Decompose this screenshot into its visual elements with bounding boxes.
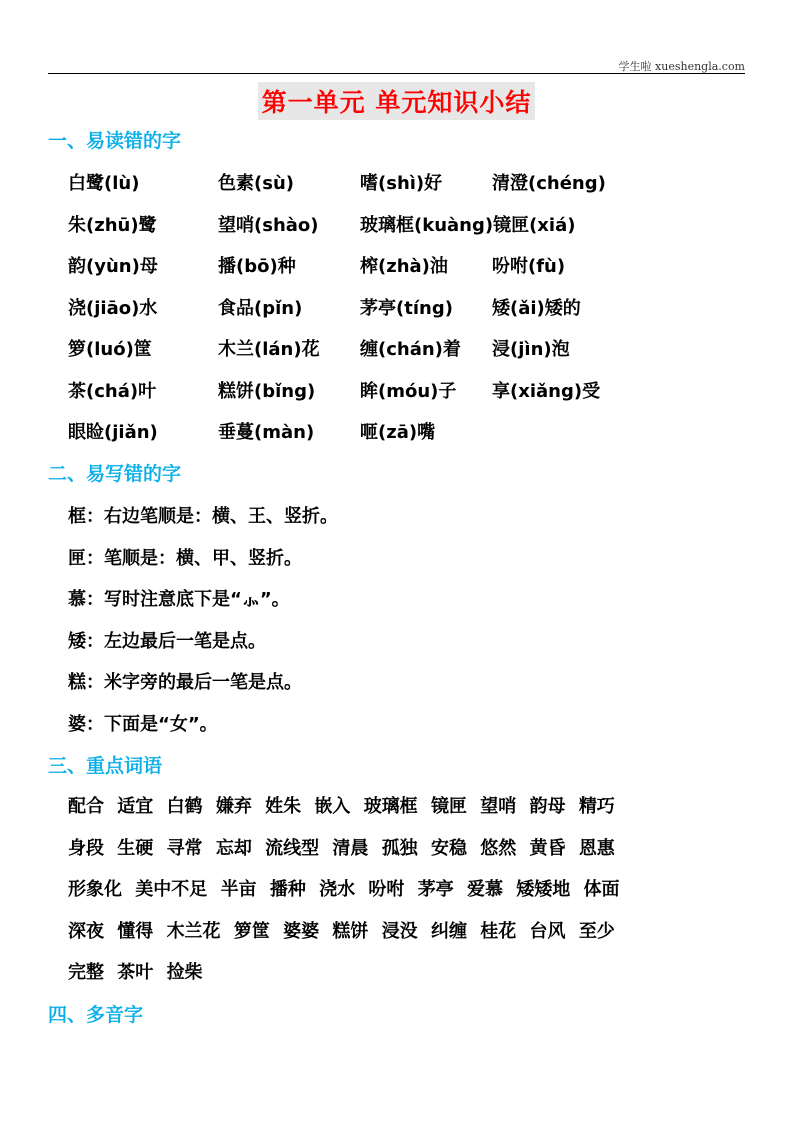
writing-note: 矮：左边最后一笔是点。 [68, 630, 266, 652]
writing-note: 糕：米字旁的最后一笔是点。 [68, 672, 302, 693]
vocab-word: 茅亭 [417, 879, 454, 900]
vocab-word: 黄昏 [529, 837, 566, 859]
vocab-word: 糕饼 [332, 920, 369, 942]
pinyin-word: 白鹭(lù) [68, 173, 140, 194]
vocab-word: 吩咐 [368, 879, 405, 900]
pinyin-word: 韵(yùn)母 [68, 256, 158, 277]
vocab-line [68, 958, 768, 1000]
section-heading-vocabulary: 三、重点词语 [48, 755, 163, 777]
pinyin-word: 矮(ǎi)矮的 [492, 297, 581, 319]
header-rule [48, 73, 745, 74]
pinyin-word: 朱(zhū)鹭 [68, 214, 157, 236]
section-heading-miswritten: 二、易写错的字 [48, 463, 182, 485]
vocab-word: 深夜 [68, 920, 104, 942]
vocab-word: 身段 [68, 837, 104, 859]
pinyin-word: 玻璃框(kuàng)镜匣(xiá) [360, 214, 576, 236]
vocab-word: 美中不足 [135, 879, 208, 900]
pinyin-grid [68, 169, 748, 460]
page-title: 第一单元 单元知识小结 [258, 82, 536, 120]
vocab-word: 木兰花 [166, 920, 221, 942]
vocab-word: 孤独 [381, 837, 418, 859]
pinyin-word: 缠(chán)着 [360, 339, 461, 360]
pinyin-row [68, 335, 748, 377]
vocab-word: 姓朱 [265, 796, 302, 817]
vocab-line [68, 875, 768, 917]
header-watermark: 学生啦 xueshengla.com [618, 60, 745, 73]
vocab-word: 体面 [583, 879, 620, 900]
pinyin-word: 茶(chá)叶 [68, 380, 157, 402]
vocab-word: 婆婆 [283, 920, 320, 942]
writing-notes [68, 502, 758, 751]
pinyin-word: 浇(jiāo)水 [68, 297, 158, 319]
vocab-word: 茶叶 [117, 962, 154, 983]
vocab-word: 矮矮地 [516, 879, 571, 900]
pinyin-row [68, 252, 748, 294]
pinyin-word: 咂(zā)嘴 [360, 422, 436, 443]
pinyin-word: 木兰(lán)花 [218, 339, 320, 360]
vocab-word: 台风 [529, 920, 566, 942]
pinyin-row [68, 211, 748, 253]
pinyin-word: 糕饼(bǐng) [218, 380, 316, 402]
vocab-word: 望哨 [480, 796, 517, 817]
pinyin-word: 享(xiǎng)受 [492, 380, 601, 402]
vocab-word: 悠然 [480, 837, 517, 859]
vocab-word: 忘却 [215, 837, 252, 859]
vocab-word: 嵌入 [314, 796, 351, 817]
vocab-word: 镜匣 [430, 796, 467, 817]
vocab-word: 生硬 [117, 837, 154, 859]
vocab-word: 嫌弃 [215, 796, 252, 817]
vocab-word: 爱慕 [466, 879, 503, 900]
vocab-word: 配合 [68, 796, 104, 817]
vocab-word: 捡柴 [166, 962, 203, 983]
title-wrap [0, 82, 793, 120]
pinyin-word: 色素(sù) [218, 173, 294, 194]
pinyin-word: 榨(zhà)油 [360, 256, 448, 277]
vocab-word: 恩惠 [578, 837, 615, 859]
pinyin-word: 浸(jìn)泡 [492, 339, 570, 360]
writing-note: 婆：下面是“女”。 [68, 713, 218, 735]
pinyin-row [68, 169, 748, 211]
writing-note: 框：右边笔顺是：横、王、竖折。 [68, 506, 338, 527]
vocab-line [68, 917, 768, 959]
vocab-block [68, 792, 768, 1000]
vocab-word: 至少 [578, 920, 615, 942]
vocab-word: 形象化 [68, 879, 122, 900]
vocab-word: 适宜 [117, 796, 154, 817]
vocab-word: 寻常 [166, 837, 203, 859]
pinyin-row [68, 294, 748, 336]
vocab-word: 完整 [68, 962, 104, 983]
vocab-word: 纠缠 [430, 920, 467, 942]
pinyin-word: 眼睑(jiǎn) [68, 422, 158, 443]
vocab-word: 精巧 [578, 796, 615, 817]
pinyin-word: 嗜(shì)好 [360, 173, 443, 194]
vocab-line [68, 792, 768, 834]
writing-note: 匣：笔顺是：横、甲、竖折。 [68, 547, 302, 569]
vocab-word: 播种 [269, 879, 306, 900]
vocab-word: 韵母 [529, 796, 566, 817]
vocab-word: 半亩 [220, 879, 257, 900]
vocab-word: 流线型 [265, 837, 320, 859]
vocab-word: 浇水 [319, 879, 356, 900]
vocab-word: 玻璃框 [363, 796, 418, 817]
pinyin-word: 食品(pǐn) [218, 297, 303, 319]
vocab-word: 安稳 [430, 837, 467, 859]
pinyin-word: 播(bō)种 [218, 256, 296, 277]
vocab-word: 箩筐 [233, 920, 270, 942]
pinyin-word: 眸(móu)子 [360, 380, 457, 402]
section-heading-misread: 一、易读错的字 [48, 130, 182, 152]
vocab-word: 白鹤 [166, 796, 203, 817]
vocab-word: 清晨 [332, 837, 369, 859]
section-heading-polyphonic: 四、多音字 [48, 1004, 144, 1026]
vocab-word: 桂花 [480, 920, 517, 942]
pinyin-word: 清澄(chéng) [492, 173, 606, 194]
pinyin-word: 吩咐(fù) [492, 256, 566, 277]
vocab-word: 懂得 [117, 920, 154, 942]
pinyin-word: 茅亭(tíng) [360, 297, 453, 319]
vocab-line [68, 834, 768, 876]
pinyin-word: 垂蔓(màn) [218, 422, 315, 443]
pinyin-word: 箩(luó)筐 [68, 339, 152, 360]
writing-note: 慕：写时注意底下是“⺗”。 [68, 589, 290, 610]
vocab-word: 浸没 [381, 920, 418, 942]
pinyin-word: 望哨(shào) [218, 214, 319, 236]
pinyin-row [68, 418, 748, 460]
pinyin-row [68, 377, 748, 419]
